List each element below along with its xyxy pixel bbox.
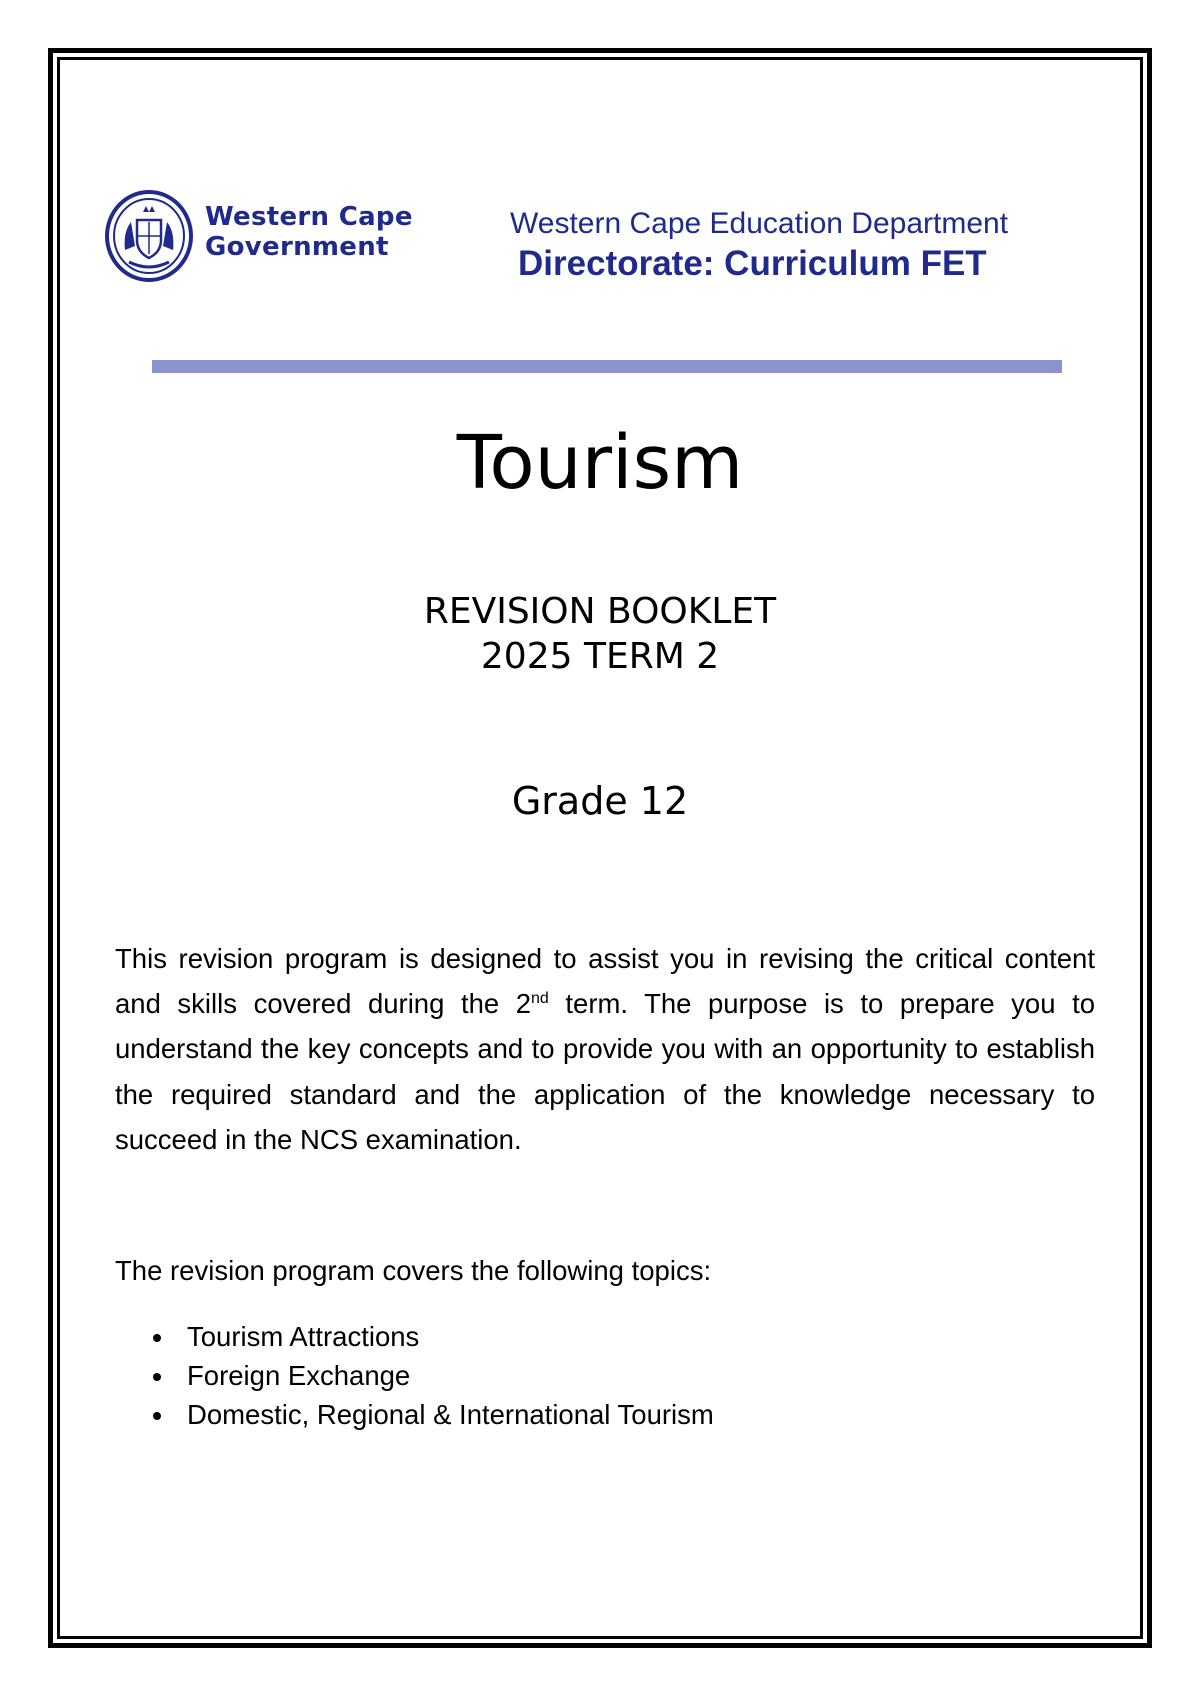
topics-list (150, 1317, 714, 1434)
topics-heading: The revision program covers the following topics: (115, 1255, 712, 1286)
subtitle-line1: REVISION BOOKLET (423, 591, 777, 632)
subtitle-line2: 2025 TERM 2 (480, 636, 720, 677)
coat-of-arms-icon (103, 188, 199, 284)
list-item: Foreign Exchange (150, 1356, 714, 1395)
grade-label: Grade 12 (511, 779, 689, 823)
department-name: Western Cape Education Department (510, 207, 1009, 240)
header-divider (152, 360, 1062, 373)
booklet-subtitle (0, 589, 1200, 679)
intro-paragraph (115, 936, 1095, 1162)
list-item: Tourism Attractions (150, 1317, 714, 1356)
directorate-name: Directorate: Curriculum FET (518, 244, 987, 283)
intro-text-end: term. The purpose is to prepare you to understand the key concepts and to provide you with an opportunity to establish the required standard and the application of the knowledge necessary to succeed in the NCS examination. (115, 988, 1096, 1155)
government-name-line2: Government (205, 232, 389, 262)
intro-text-start: This revision program is designed to assist you in revising the critical content and skills covered during the 2 (115, 943, 1095, 1020)
government-name-line1: Western Cape (205, 202, 413, 232)
page-title: Tourism (456, 420, 744, 506)
department-heading (510, 206, 1040, 286)
intro-superscript: nd (531, 990, 549, 1008)
list-item: Domestic, Regional & International Tourism (150, 1395, 714, 1434)
western-cape-government-logo (103, 188, 423, 284)
government-name (205, 202, 413, 262)
